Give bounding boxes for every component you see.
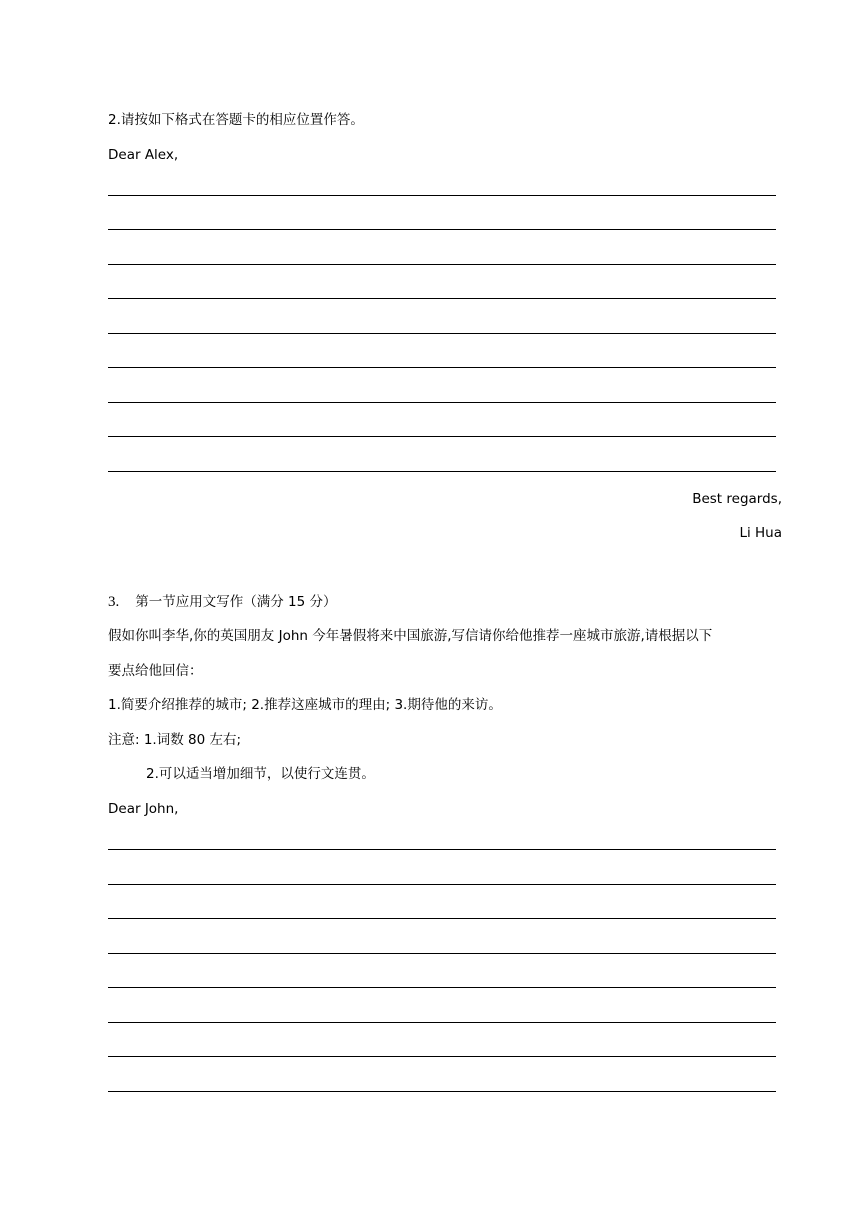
section2-signature: Li Hua [739, 525, 782, 541]
writing-line [108, 918, 776, 919]
section3-salutation: Dear John, [108, 801, 179, 817]
section3-points: 1.简要介绍推荐的城市; 2.推荐这座城市的理由; 3.期待他的来访。 [108, 697, 502, 713]
section2-instruction: 2.请按如下格式在答题卡的相应位置作答。 [108, 112, 364, 128]
section2-closing: Best regards, [692, 491, 782, 507]
writing-line [108, 229, 776, 230]
writing-line [108, 195, 776, 196]
section3-note1: 注意: 1.词数 80 左右; [108, 732, 242, 748]
section3-title: 第一节应用文写作（满分 15 分） [135, 594, 337, 610]
writing-line [108, 367, 776, 368]
writing-line [108, 436, 776, 437]
section3-prompt-line1: 假如你叫李华,你的英国朋友 John 今年暑假将来中国旅游,写信请你给他推荐一座城市旅游,请根据以下 [108, 628, 713, 644]
section3-note2: 2.可以适当增加细节，以使行文连贯。 [146, 766, 375, 782]
writing-line [108, 471, 776, 472]
writing-line [108, 884, 776, 885]
writing-line [108, 333, 776, 334]
section3-prompt-line2: 要点给他回信： [108, 663, 203, 679]
writing-line [108, 298, 776, 299]
section3-heading [108, 593, 337, 611]
writing-line [108, 953, 776, 954]
writing-line [108, 987, 776, 988]
section2-salutation: Dear Alex, [108, 147, 179, 163]
writing-line [108, 1056, 776, 1057]
question-number: 3. [108, 594, 120, 610]
writing-line [108, 402, 776, 403]
writing-line [108, 1091, 776, 1092]
writing-line [108, 1022, 776, 1023]
writing-line [108, 264, 776, 265]
writing-line [108, 849, 776, 850]
